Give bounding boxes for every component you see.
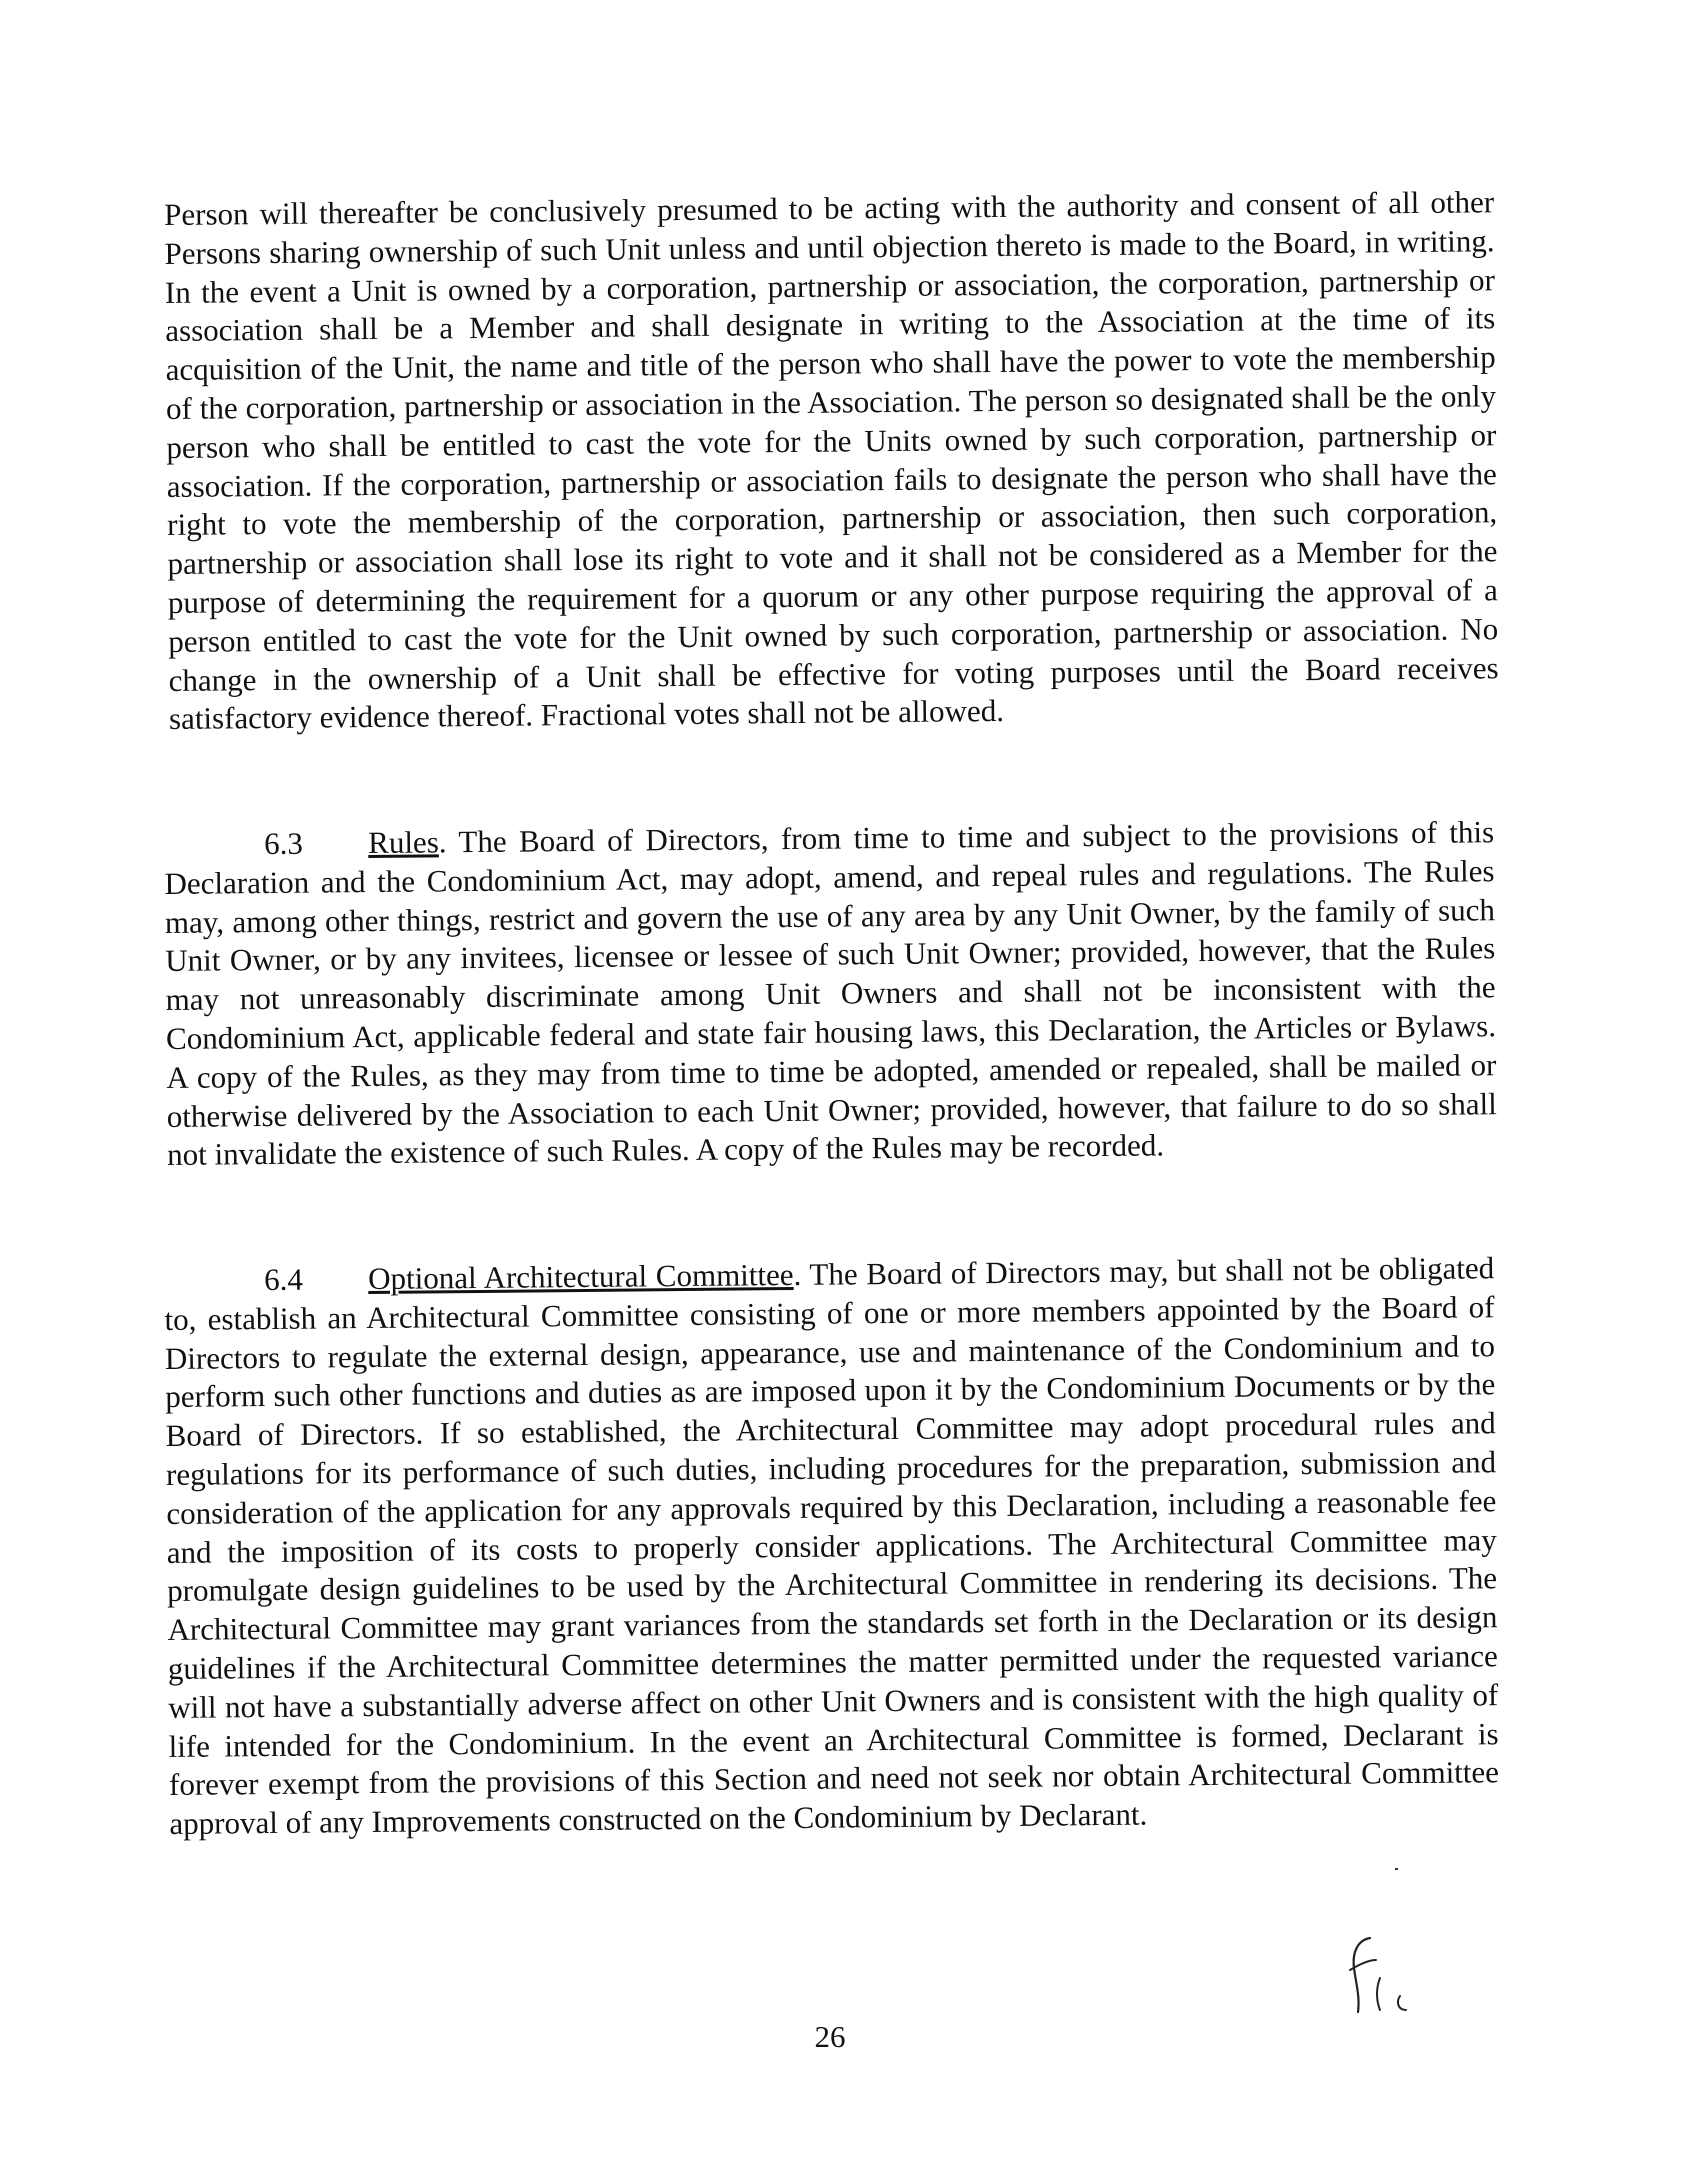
continuation-paragraph (164, 183, 1499, 739)
page-number: 26 (814, 2019, 846, 2054)
section-title: Optional Architectural Committee (368, 1256, 794, 1297)
section-number: 6.4 (264, 1261, 304, 1298)
section-6-4-paragraph (164, 1249, 1500, 1844)
scan-speck (1395, 1868, 1398, 1870)
section-number: 6.3 (264, 825, 304, 862)
continuation-paragraph-text: Person will thereafter be conclusively presumed to be acting with the authority and consent of all other Persons sharing ownership of such Unit unless and until objection thereto is made to the Board, in writing. In the event a Unit is owned by a corporation, partnership or association, the corporation, partnership or association shall be a Member and shall designate in writing to the Association at the time of its acquisition of the Unit, the name and title of the person who shall have the power to vote the membership of the corporation, partnership or association in the Association. The person so designated shall be the only person who shall be entitled to cast the vote for the Units owned by such corporation, partnership or association. If the corporation, partnership or association fails to designate the person who shall have the right to vote the membership of the corporation, partnership or association, then such corporation, partnership or association shall lose its right to vote and it shall not be considered as a Member for the purpose of determining the requirement for a quorum or any other purpose requiring the approval of a person entitled to cast the vote for the Unit owned by such corporation, partnership or association. No change in the ownership of a Unit shall be effective for voting purposes until the Board receives satisfactory evidence thereof. Fractional votes shall not be allowed. (164, 184, 1499, 737)
handwritten-initials-signature (1330, 1930, 1440, 2020)
section-6-3 (164, 813, 1497, 1175)
section-6-4 (164, 1249, 1500, 1844)
section-body: . The Board of Directors, from time to time and subject to the provisions of this Declaration and the Condominium Act, may adopt, amend, and repeal rules and regulations. The Rules may, among other things, restrict and govern the use of any area by any Unit Owner, by the family of such Unit Owner, or by any invitees, licensee or lessee of such Unit Owner; provided, however, that the Rules may not unreasonably discriminate among Unit Owners and shall not be inconsistent with the Condominium Act, applicable federal and state fair housing laws, this Declaration, the Articles or Bylaws. A copy of the Rules, as they may from time to time be adopted, amended or repealed, shall be mailed or otherwise delivered by the Association to each Unit Owner; provided, however, that failure to do so shall not invalidate the existence of such Rules. A copy of the Rules may be recorded. (164, 814, 1497, 1173)
section-6-3-paragraph (164, 813, 1497, 1175)
section-body: . The Board of Directors may, but shall not be obligated to, establish an Architectural Committee consisting of one or more members appointed by the Board of Directors to regulate the external design, appearance, use and maintenance of the Condominium and to perform such other functions and duties as are imposed upon it by the Condominium Documents or by the Board of Directors. If so established, the Architectural Committee may adopt procedural rules and regulations for its performance of such duties, including procedures for the preparation, submission and consideration of the application for any approvals required by this Declaration, including a reasonable fee and the imposition of its costs to properly consider applications. The Architectural Committee may promulgate design guidelines to be used by the Architectural Committee in rendering its decisions. The Architectural Committee may grant variances from the standards set forth in the Declaration or its design guidelines if the Architectural Committee determines the matter permitted under the requested variance will not have a substantially adverse affect on other Unit Owners and is consistent with the high quality of life intended for the Condominium. In the event an Architectural Committee is formed, Declarant is forever exempt from the provisions of this Section and need not seek nor obtain Architectural Committee approval of any Improvements constructed on the Condominium by Declarant. (164, 1250, 1500, 1842)
section-title: Rules (368, 824, 439, 861)
